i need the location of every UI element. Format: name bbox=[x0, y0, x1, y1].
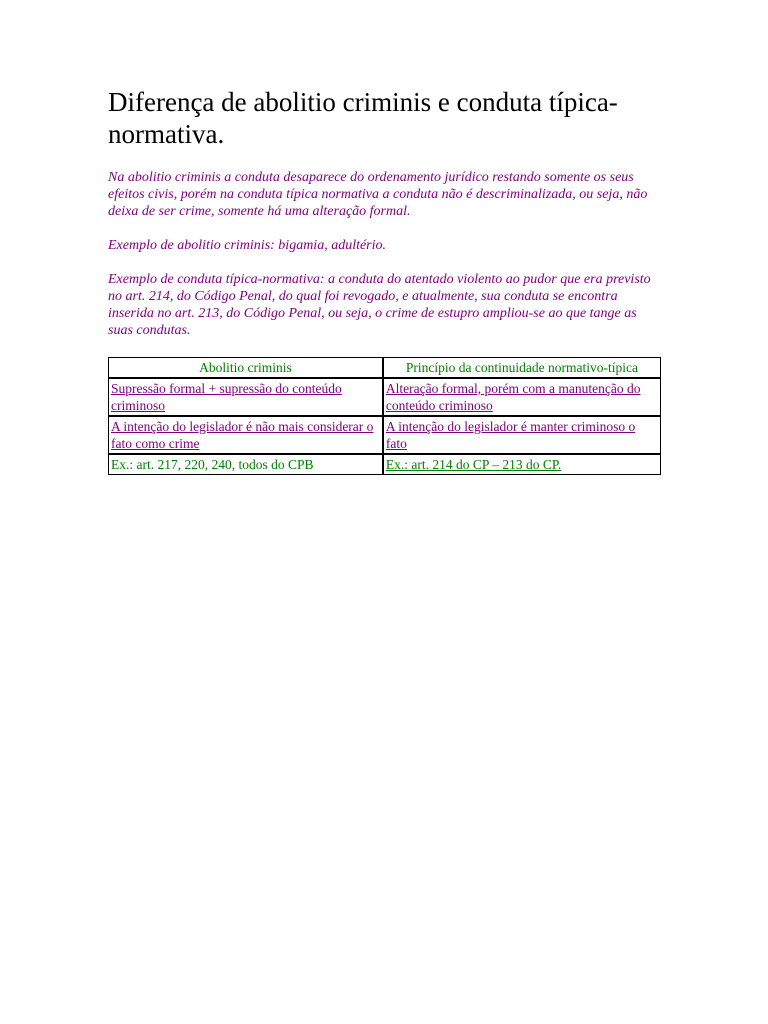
table-cell: A intenção do legislador é não mais considerar o fato como crime bbox=[108, 416, 383, 454]
table-cell: A intenção do legislador é manter criminoso o fato bbox=[383, 416, 661, 454]
paragraph-example-tipica: Exemplo de conduta típica-normativa: a conduta do atentado violento ao pudor que era previsto no art. 214, do Código Penal, do qual foi revogado, e atualmente, sua conduta se encontra inserida no art. 213, do Código Penal, ou seja, o crime de estupro ampliou-se ao que tange as suas condutas. bbox=[108, 272, 651, 338]
table-cell: Ex.: art. 214 do CP – 213 do CP. bbox=[383, 454, 661, 475]
table-header-continuidade: Princípio da continuidade normativo-típica bbox=[383, 357, 661, 378]
table-header-abolitio: Abolitio criminis bbox=[108, 357, 383, 378]
document-page bbox=[108, 86, 660, 475]
table-cell: Supressão formal + supressão do conteúdo criminoso bbox=[108, 378, 383, 416]
table-header-row bbox=[108, 357, 661, 378]
paragraph-example-abolitio: Exemplo de abolitio criminis: bigamia, adultério. bbox=[108, 238, 387, 253]
document-title: Diferença de abolitio criminis e conduta típica-normativa. bbox=[108, 87, 618, 149]
table-cell: Alteração formal, porém com a manutenção do conteúdo criminoso bbox=[383, 378, 661, 416]
table-cell: Ex.: art. 217, 220, 240, todos do CPB bbox=[108, 454, 383, 475]
table-row bbox=[108, 416, 661, 454]
table-row bbox=[108, 454, 661, 475]
table-row bbox=[108, 378, 661, 416]
comparison-table bbox=[108, 357, 661, 475]
paragraph-definition: Na abolitio criminis a conduta desaparece do ordenamento jurídico restando somente os seus efeitos civis, porém na conduta típica normativa a conduta não é descriminalizada, ou seja, não deixa de ser crime, somente há uma alteração formal. bbox=[108, 170, 648, 219]
